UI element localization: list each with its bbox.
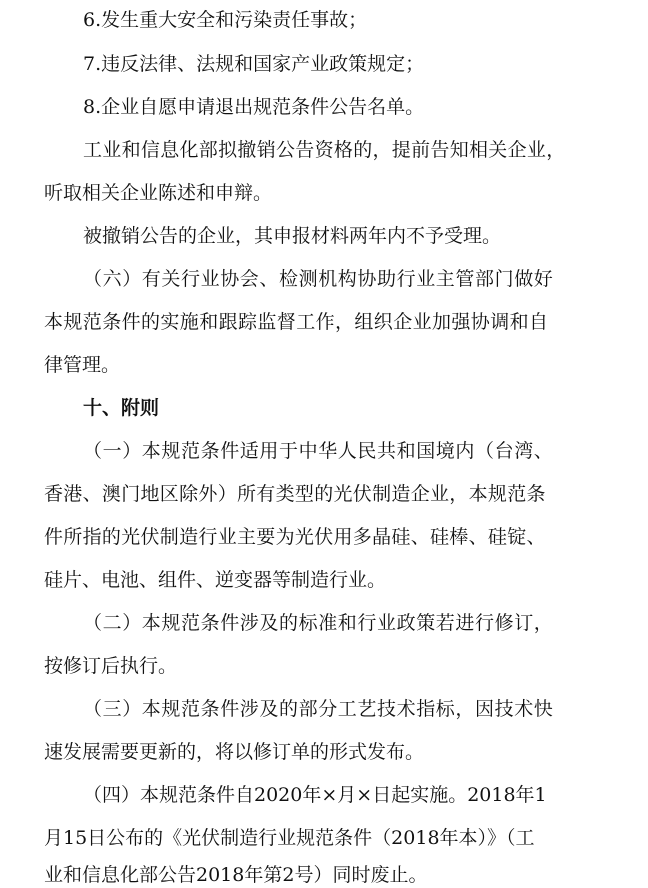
paragraph-line: 业和信息化部公告2018年第2号）同时废止。 [44, 864, 428, 886]
paragraph-line: 工业和信息化部拟撤销公告资格的，提前告知相关企业， [83, 139, 566, 161]
paragraph-line: 件所指的光伏制造行业主要为光伏用多晶硅、硅棒、硅锭、 [44, 526, 546, 548]
paragraph-line: （二）本规范条件涉及的标准和行业政策若进行修订， [83, 612, 554, 634]
paragraph-line: 被撤销公告的企业，其申报材料两年内不予受理。 [83, 225, 502, 247]
list-item: 6.发生重大安全和污染责任事故； [83, 9, 368, 31]
list-item: 7.违反法律、法规和国家产业政策规定； [83, 53, 425, 75]
paragraph-line: 速发展需要更新的，将以修订单的形式发布。 [44, 741, 425, 763]
paragraph-line: （四）本规范条件自2020年×月×日起实施。2018年1 [83, 784, 547, 806]
paragraph-line: 听取相关企业陈述和申辩。 [44, 182, 273, 204]
paragraph-line: （三）本规范条件涉及的部分工艺技术指标，因技术快 [83, 698, 554, 720]
paragraph-line: 律管理。 [44, 354, 121, 376]
paragraph-line: （六）有关行业协会、检测机构协助行业主管部门做好 [83, 268, 554, 290]
paragraph-line: 按修订后执行。 [44, 655, 178, 677]
list-item: 8.企业自愿申请退出规范条件公告名单。 [83, 96, 425, 118]
paragraph-line: 香港、澳门地区除外）所有类型的光伏制造企业，本规范条 [44, 483, 546, 505]
paragraph-line: 月15日公布的《光伏制造行业规范条件（2018年本）》（工 [44, 827, 535, 849]
paragraph-line: 本规范条件的实施和跟踪监督工作，组织企业加强协调和自 [44, 311, 549, 333]
section-heading: 十、附则 [83, 397, 160, 419]
paragraph-line: （一）本规范条件适用于中华人民共和国境内（台湾、 [83, 440, 554, 462]
paragraph-line: 硅片、电池、组件、逆变器等制造行业。 [44, 569, 387, 591]
